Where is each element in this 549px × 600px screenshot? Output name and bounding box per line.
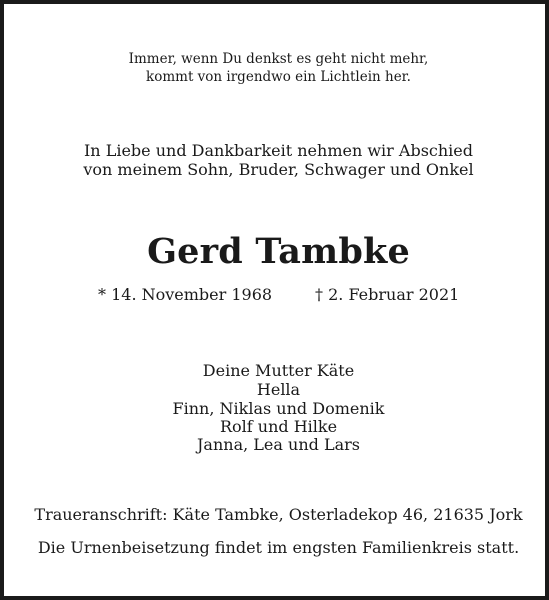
intro-line-1: In Liebe und Dankbarkeit nehmen wir Abschied	[83, 141, 473, 160]
death-date: † 2. Februar 2021	[315, 285, 460, 304]
birth-date: * 14. November 1968	[98, 285, 273, 304]
mourner-line: Deine Mutter Käte	[202, 361, 355, 380]
mourner-line: Finn, Niklas und Domenik	[172, 399, 385, 418]
motto-line-2: kommt von irgendwo ein Lichtlein her.	[146, 69, 411, 85]
mourning-address: Traueranschrift: Käte Tambke, Osterladekop 46, 21635 Jork	[34, 505, 523, 524]
mourner-line: Hella	[256, 380, 301, 399]
intro-line-2: von meinem Sohn, Bruder, Schwager und Onkel	[83, 160, 474, 179]
mourner-line: Rolf und Hilke	[219, 417, 338, 436]
deceased-name: Gerd Tambke	[147, 231, 410, 272]
life-dates	[4, 284, 549, 306]
motto-line-1: Immer, wenn Du denkst es geht nicht mehr,	[128, 51, 429, 67]
burial-note: Die Urnenbeisetzung findet im engsten Familienkreis statt.	[37, 538, 520, 557]
mourner-line: Janna, Lea und Lars	[197, 435, 360, 454]
